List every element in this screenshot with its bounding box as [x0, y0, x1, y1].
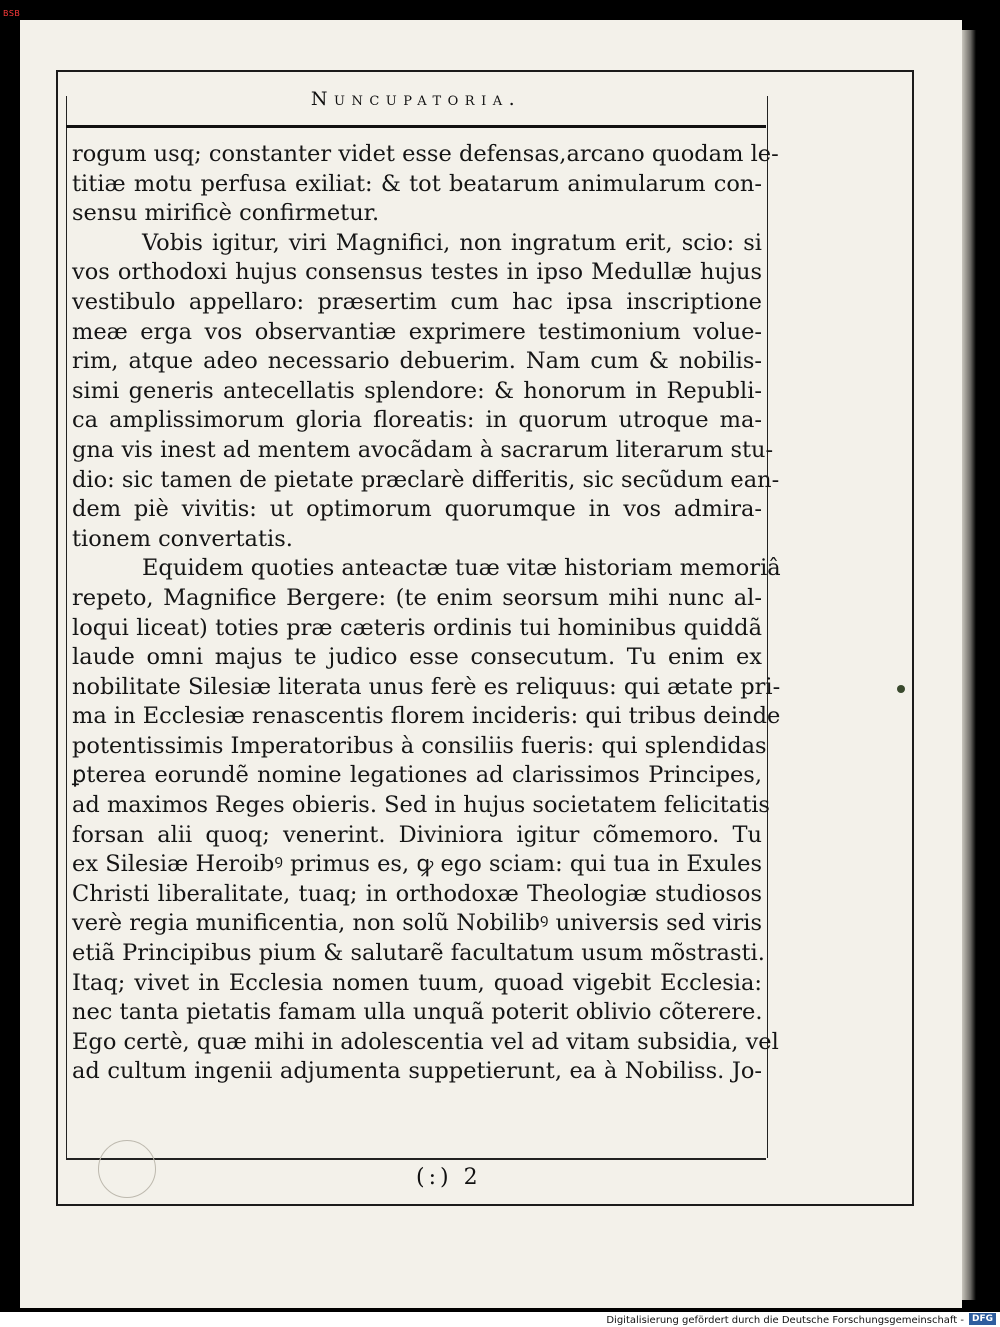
running-head: Nuncupatoria. — [310, 88, 522, 110]
text-line: vos orthodoxi hujus consensus testes in ipso Medullæ hujus — [72, 259, 762, 286]
text-line: laude omni majus te judico esse consecutum. Tu enim ex — [72, 644, 762, 671]
text-line: ad maximos Reges obieris. Sed in hujus societatem felicitatis — [72, 792, 770, 819]
text-line: rim, atque adeo necessario debuerim. Nam cum & nobilis- — [72, 348, 762, 375]
text-line: etiã Principibus pium & salutarẽ facultatum usum mõstrasti. — [72, 940, 765, 967]
text-line: repeto, Magnifice Bergere: (te enim seorsum mihi nunc al- — [72, 584, 762, 611]
signature-mark: (:) 2 — [416, 1165, 482, 1190]
text-line: ca amplissimorum gloria floreatis: in quorum utroque ma- — [72, 407, 762, 434]
text-line: nec tanta pietatis famam ulla unquã poterit oblivio cõterere. — [72, 999, 763, 1026]
library-stamp-circle — [98, 1140, 156, 1198]
text-line: loqui liceat) toties præ cæteris ordinis tui hominibus quiddã — [72, 614, 762, 641]
text-line: dio: sic tamen de pietate præclarè differitis, sic secũdum ean- — [72, 466, 780, 493]
text-line: ma in Ecclesiæ renascentis florem incideris: qui tribus deinde — [72, 703, 781, 730]
text-line: rogum usq; constanter videt esse defensas,arcano quodam le- — [72, 141, 779, 167]
text-line: vestibulo appellaro: præsertim cum hac ipsa inscriptione — [72, 288, 762, 315]
text-line: meæ erga vos observantiæ exprimere testimonium volue- — [72, 318, 762, 345]
text-line: ꝑterea eorundẽ nomine legationes ad clarissimos Principes, — [72, 762, 762, 789]
text-line: simi generis antecellatis splendore: & honorum in Republi- — [72, 377, 762, 404]
paper-speck — [897, 685, 905, 693]
text-line: dem piè vivitis: ut optimorum quorumque in vos admira- — [72, 496, 762, 523]
book-page — [20, 20, 962, 1308]
text-line: sensu mirificè confirmetur. — [72, 200, 380, 227]
text-line: Equidem quoties anteactæ tuæ vitæ historiam memoriâ — [142, 555, 781, 582]
text-line: Itaq; vivet in Ecclesia nomen tuum, quoad vigebit Ecclesia: — [72, 969, 762, 996]
text-line: ad cultum ingenii adjumenta suppetierunt, ea à Nobiliss. Jo- — [72, 1058, 762, 1085]
text-line: forsan alii quoq; venerint. Diviniora igitur cõmemoro. Tu — [72, 821, 762, 848]
text-line: verè regia munificentia, non solũ Nobilibꝰ universis sed viris — [72, 910, 762, 937]
text-line: potentissimis Imperatoribus à consiliis fueris: qui splendidas — [72, 732, 767, 759]
footer-rule — [66, 1158, 766, 1160]
text-line: tionem convertatis. — [72, 525, 293, 552]
dedication-body-text — [72, 140, 781, 1087]
text-line: nobilitate Silesiæ literata unus ferè es reliquus: qui ætate pri- — [72, 673, 781, 700]
library-scan-mark: BSB — [3, 9, 21, 18]
dfg-logo: DFG — [969, 1313, 996, 1325]
text-line: Vobis igitur, viri Magnifici, non ingratum erit, scio: si — [142, 229, 762, 256]
header-rule — [66, 125, 766, 128]
text-line: titiæ motu perfusa exiliat: & tot beatarum animularum con- — [72, 170, 762, 197]
text-line: ex Silesiæ Heroibꝰ primus es, ꝙ ego sciam: qui tua in Exules — [72, 851, 762, 878]
text-line: Ego certè, quæ mihi in adolescentia vel ad vitam subsidia, vel — [72, 1028, 779, 1055]
text-line: Christi liberalitate, tuaq; in orthodoxæ Theologiæ studiosos — [72, 880, 762, 907]
text-line: gna vis inest ad mentem avocãdam à sacrarum literarum stu- — [72, 436, 774, 463]
funding-credit: Digitalisierung gefördert durch die Deutsche Forschungsgemeinschaft - — [606, 1315, 964, 1326]
